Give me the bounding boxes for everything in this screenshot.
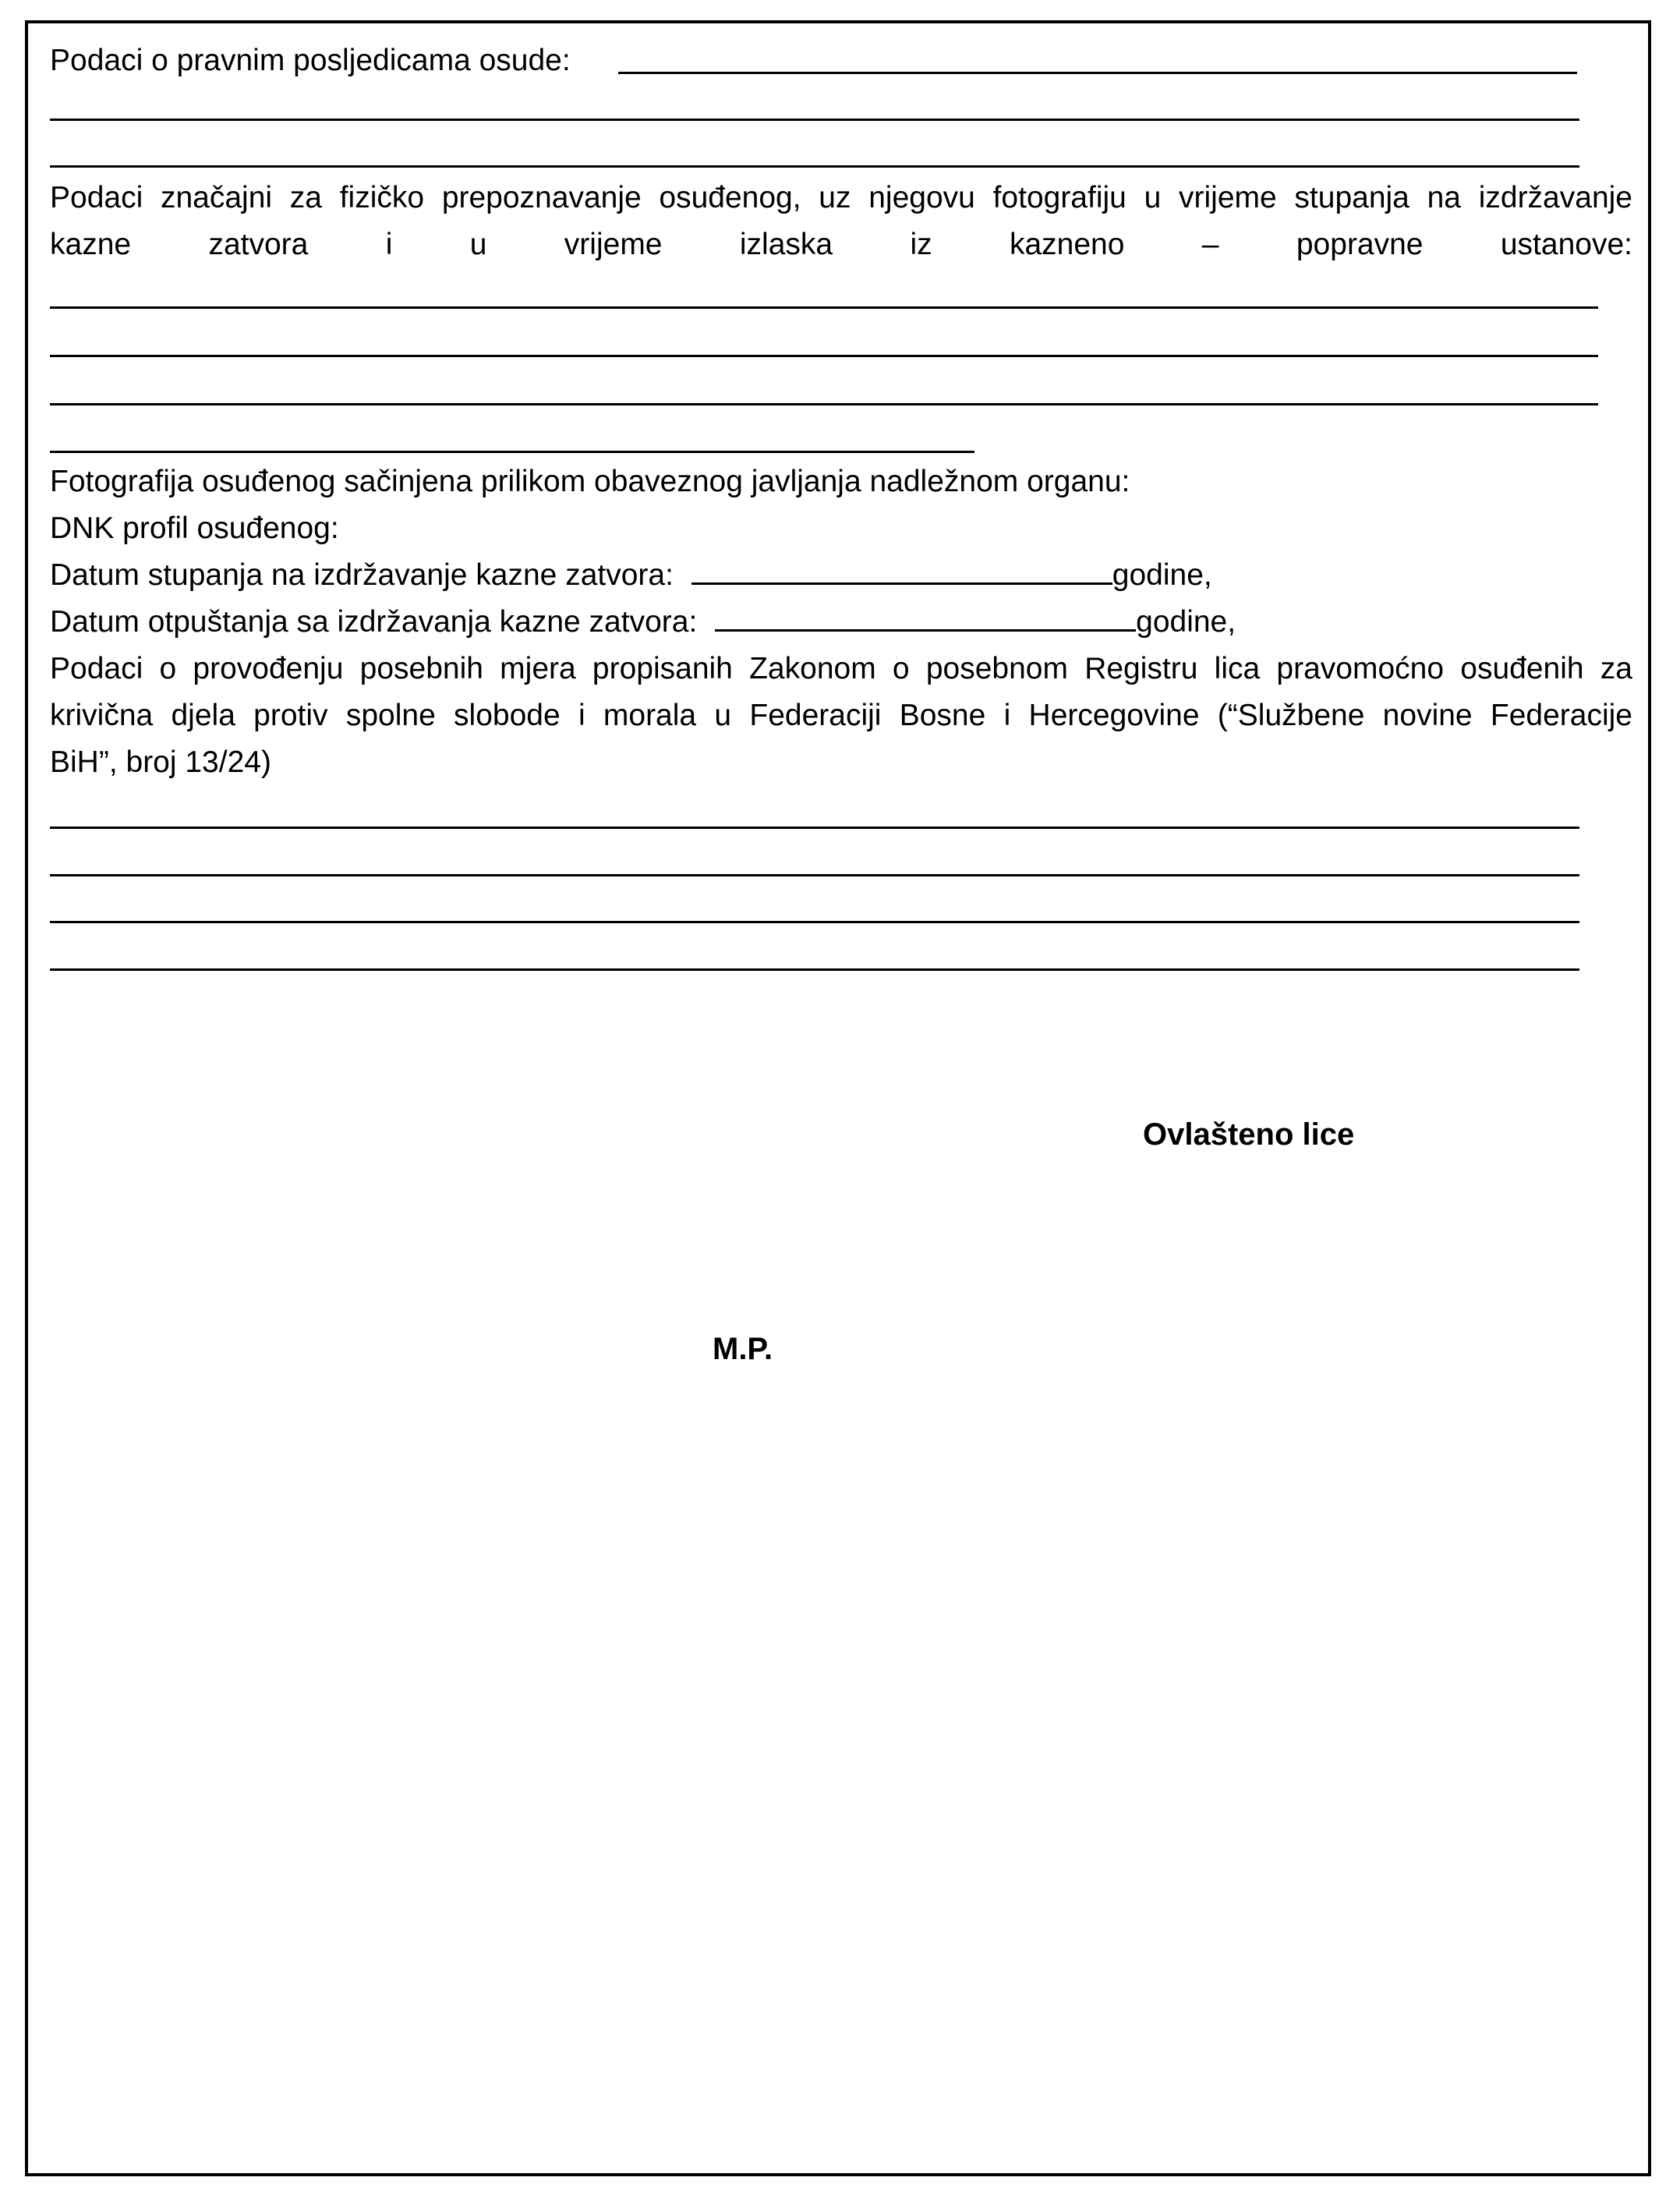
legal-consequences-input-line-3[interactable] xyxy=(50,165,1579,168)
special-measures-label-line-1: Podaci o provođenju posebnih mjera propisanih Zakonom o posebnom Registru lica pravomoćno osuđenih za xyxy=(50,652,1632,685)
form-border xyxy=(25,20,1651,2176)
start-date-label: Datum stupanja na izdržavanje kazne zatvora: xyxy=(50,558,674,592)
dna-profile-label: DNK profil osuđenog: xyxy=(50,512,339,545)
photo-label: Fotografija osuđenog sačinjena prilikom obaveznog javljanja nadležnom organu: xyxy=(50,465,1130,498)
physical-recognition-input-line-3[interactable] xyxy=(50,403,1598,405)
authorized-person-label: Ovlašteno lice xyxy=(1143,1117,1355,1152)
release-date-input-line[interactable] xyxy=(715,606,1136,632)
legal-consequences-input-line-1[interactable] xyxy=(618,72,1577,74)
physical-recognition-input-line-4[interactable] xyxy=(50,451,974,453)
physical-recognition-label-line-2: kazne zatvora i u vrijeme izlaska iz kazneno – popravne ustanove: xyxy=(50,228,1632,261)
start-date-suffix: godine, xyxy=(1112,558,1212,592)
legal-consequences-input-line-2[interactable] xyxy=(50,119,1579,121)
stamp-place-label: M.P. xyxy=(713,1332,773,1366)
start-date-input-line[interactable] xyxy=(691,559,1112,585)
legal-consequences-label: Podaci o pravnim posljedicama osude: xyxy=(50,44,571,77)
release-date-label: Datum otpuštanja sa izdržavanja kazne zatvora: xyxy=(50,605,698,639)
special-measures-label-line-3: BiH”, broj 13/24) xyxy=(50,745,271,779)
start-date-row xyxy=(50,552,1212,599)
special-measures-input-line-3[interactable] xyxy=(50,921,1579,923)
special-measures-input-line-4[interactable] xyxy=(50,968,1579,971)
special-measures-label-line-2: krivična djela protiv spolne slobode i morala u Federaciji Bosne i Hercegovine (“Službene novine Federacije xyxy=(50,699,1632,732)
physical-recognition-input-line-1[interactable] xyxy=(50,306,1598,309)
release-date-row xyxy=(50,599,1236,646)
physical-recognition-input-line-2[interactable] xyxy=(50,355,1598,357)
special-measures-input-line-2[interactable] xyxy=(50,874,1579,876)
physical-recognition-label-line-1: Podaci značajni za fizičko prepoznavanje osuđenog, uz njegovu fotografiju u vrijeme stupanja na izdržavanje xyxy=(50,181,1632,214)
special-measures-input-line-1[interactable] xyxy=(50,827,1579,829)
release-date-suffix: godine, xyxy=(1136,605,1236,639)
